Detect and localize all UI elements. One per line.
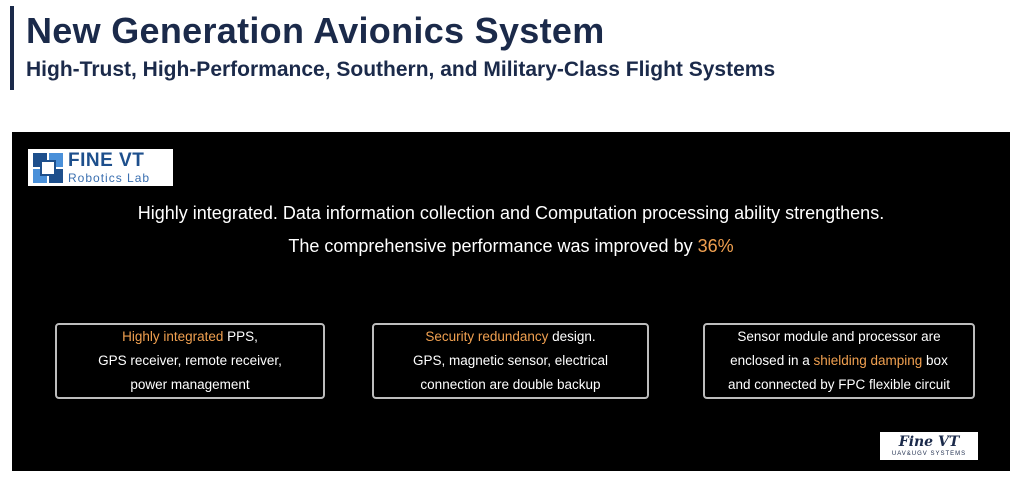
card-text: PPS, xyxy=(223,329,258,344)
logo-sub-text: Robotics Lab xyxy=(68,171,151,185)
feature-card-integration xyxy=(55,323,325,399)
card-line: power management xyxy=(130,377,250,392)
card-line: GPS, magnetic sensor, electrical xyxy=(412,353,609,368)
logo-right-brand-text: Fine VT xyxy=(898,434,960,450)
logo-brand-text: FINE VT xyxy=(68,150,145,171)
finevt-uav-logo xyxy=(880,432,978,460)
finevt-logo-mark-icon xyxy=(32,152,64,184)
title-accent-bar xyxy=(10,6,14,90)
headline-line-2-text: The comprehensive performance was improved by xyxy=(288,236,698,256)
card-line xyxy=(374,325,647,349)
page-subtitle: High-Trust, High-Performance, Southern, and Military-Class Flight Systems xyxy=(26,58,776,81)
headline-line-1: Highly integrated. Data information collection and Computation processing ability strengthens. xyxy=(137,203,885,223)
card-line: Sensor module and processor are xyxy=(737,329,941,344)
page-title: New Generation Avionics System xyxy=(26,10,605,51)
card-line: connection are double backup xyxy=(420,377,601,392)
card-highlight: shielding damping xyxy=(813,353,923,368)
card-text: box xyxy=(922,353,948,368)
logo-right-sub-text: UAV&UGV SYSTEMS xyxy=(891,451,967,457)
card-highlight: Highly integrated xyxy=(122,329,224,344)
feature-card-redundancy xyxy=(372,323,649,399)
card-line xyxy=(57,325,323,349)
card-line xyxy=(705,349,973,373)
finevt-robotics-logo xyxy=(28,149,173,186)
card-highlight: Security redundancy xyxy=(425,329,549,344)
card-line: and connected by FPC flexible circuit xyxy=(727,377,951,392)
card-text: enclosed in a xyxy=(730,353,814,368)
card-text: design. xyxy=(548,329,596,344)
headline-line-2 xyxy=(12,236,1010,257)
performance-percentage: 36% xyxy=(697,236,734,256)
card-line: GPS receiver, remote receiver, xyxy=(98,353,282,368)
feature-card-shielding xyxy=(703,323,975,399)
